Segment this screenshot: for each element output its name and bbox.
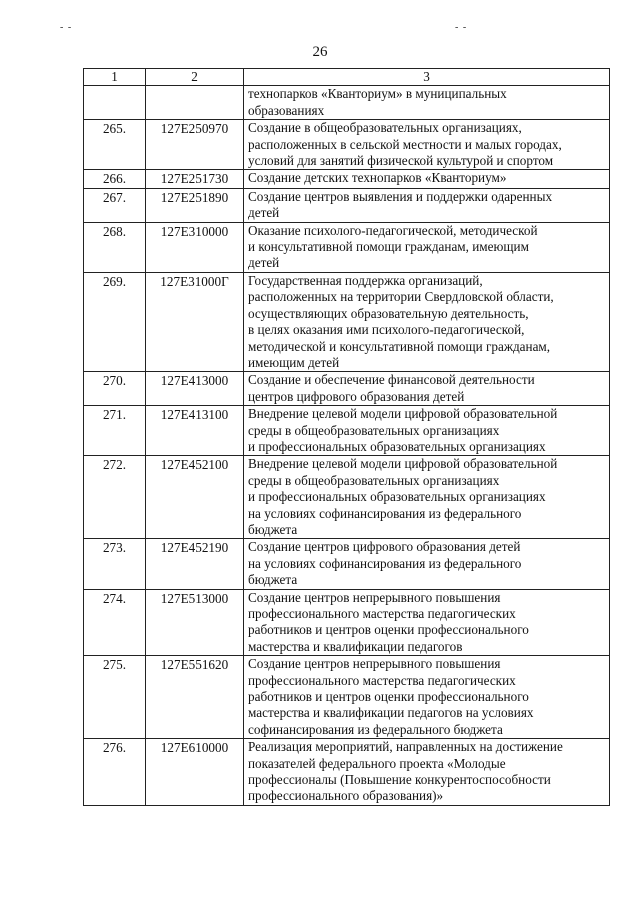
column-number-row <box>84 69 610 86</box>
description-line: имеющим детей <box>248 354 340 370</box>
description-line: осуществляющих образовательную деятельность, <box>248 305 529 321</box>
table-row <box>84 188 610 222</box>
table-row <box>84 222 610 272</box>
description-line: расположенных на территории Свердловской области, <box>248 289 554 305</box>
row-number: 273. <box>84 539 146 589</box>
expense-description <box>244 589 610 656</box>
budget-code: 127E413100 <box>146 406 244 456</box>
expense-description <box>244 372 610 406</box>
budget-code <box>146 86 244 120</box>
row-number: 265. <box>84 120 146 170</box>
description-line: и профессиональных образовательных организациях <box>248 438 546 454</box>
description-line: на условиях софинансирования из федерального <box>248 555 522 571</box>
description-line: Создание и обеспечение финансовой деятельности <box>248 372 535 388</box>
description-line: профессионалы (Повышение конкурентоспособности <box>248 772 551 788</box>
expense-description <box>244 272 610 371</box>
table-body <box>84 86 610 805</box>
description-line: расположенных в сельской местности и малых городах, <box>248 136 562 152</box>
row-number: 271. <box>84 406 146 456</box>
description-line: мастерства и квалификации педагогов <box>248 638 463 654</box>
budget-code: 127E251730 <box>146 170 244 188</box>
expense-description <box>244 188 610 222</box>
expense-description <box>244 86 610 120</box>
description-line: Создание центров цифрового образования детей <box>248 539 521 555</box>
description-line: среды в общеобразовательных организациях <box>248 422 500 438</box>
description-line: образованиях <box>248 102 325 118</box>
expense-description <box>244 406 610 456</box>
description-line: технопарков «Кванториум» в муниципальных <box>248 86 507 102</box>
table-row <box>84 272 610 371</box>
description-line: детей <box>248 255 280 271</box>
description-line: в целях оказания ими психолого-педагогической, <box>248 322 525 338</box>
description-line: Создание центров непрерывного повышения <box>248 589 501 605</box>
budget-code: 127E310000 <box>146 222 244 272</box>
column-header-3: 3 <box>244 69 610 86</box>
description-line: мастерства и квалификации педагогов на условиях <box>248 705 534 721</box>
description-line: профессионального образования)» <box>248 788 444 804</box>
table-row <box>84 86 610 120</box>
description-line: профессионального мастерства педагогических <box>248 672 516 688</box>
expense-description <box>244 656 610 739</box>
scan-mark-left: - - <box>60 22 73 33</box>
description-line: работников и центров оценки профессионального <box>248 689 529 705</box>
description-line: бюджета <box>248 572 298 588</box>
table-row <box>84 120 610 170</box>
budget-code: 127E413000 <box>146 372 244 406</box>
row-number: 270. <box>84 372 146 406</box>
description-line: Государственная поддержка организаций, <box>248 272 483 288</box>
row-number: 266. <box>84 170 146 188</box>
expense-description <box>244 170 610 188</box>
budget-code: 127E610000 <box>146 739 244 806</box>
budget-code: 127E551620 <box>146 656 244 739</box>
row-number: 275. <box>84 656 146 739</box>
description-line: софинансирования из федерального бюджета <box>248 721 503 737</box>
scan-mark-right: - - <box>455 22 468 33</box>
table-row <box>84 406 610 456</box>
description-line: Реализация мероприятий, направленных на достижение <box>248 739 563 755</box>
description-line: методической и консультативной помощи гражданам, <box>248 338 551 354</box>
row-number: 274. <box>84 589 146 656</box>
budget-code: 127E452190 <box>146 539 244 589</box>
description-line: Внедрение целевой модели цифровой образовательной <box>248 406 558 422</box>
expense-description <box>244 120 610 170</box>
description-line: среды в общеобразовательных организациях <box>248 472 500 488</box>
budget-code-table <box>83 68 610 806</box>
expense-description <box>244 456 610 539</box>
description-line: Внедрение целевой модели цифровой образовательной <box>248 456 558 472</box>
budget-code: 127E452100 <box>146 456 244 539</box>
table-row <box>84 589 610 656</box>
row-number: 269. <box>84 272 146 371</box>
table-row <box>84 539 610 589</box>
row-number <box>84 86 146 120</box>
row-number: 268. <box>84 222 146 272</box>
description-line: Создание детских технопарков «Кванториум» <box>248 170 507 186</box>
description-line: работников и центров оценки профессионального <box>248 622 529 638</box>
description-line: показателей федерального проекта «Молодые <box>248 755 506 771</box>
description-line: детей <box>248 205 280 221</box>
column-header-1: 1 <box>84 69 146 86</box>
expense-description <box>244 539 610 589</box>
table-row <box>84 170 610 188</box>
table-row <box>84 456 610 539</box>
description-line: и консультативной помощи гражданам, имеющим <box>248 239 529 255</box>
description-line: центров цифрового образования детей <box>248 388 465 404</box>
column-header-2: 2 <box>146 69 244 86</box>
expense-description <box>244 739 610 806</box>
table-row <box>84 739 610 806</box>
description-line: бюджета <box>248 521 298 537</box>
description-line: Создание центров непрерывного повышения <box>248 656 501 672</box>
description-line: Оказание психолого-педагогической, методической <box>248 222 538 238</box>
page-number: 26 <box>312 44 328 60</box>
expense-description <box>244 222 610 272</box>
budget-code: 127E250970 <box>146 120 244 170</box>
row-number: 267. <box>84 188 146 222</box>
description-line: на условиях софинансирования из федерального <box>248 505 522 521</box>
budget-code: 127E251890 <box>146 188 244 222</box>
row-number: 276. <box>84 739 146 806</box>
table-row <box>84 372 610 406</box>
description-line: условий для занятий физической культурой и спортом <box>248 153 554 169</box>
description-line: Создание центров выявления и поддержки одаренных <box>248 188 553 204</box>
budget-code: 127E513000 <box>146 589 244 656</box>
description-line: Создание в общеобразовательных организациях, <box>248 120 522 136</box>
row-number: 272. <box>84 456 146 539</box>
table-row <box>84 656 610 739</box>
budget-code: 127E31000Г <box>146 272 244 371</box>
description-line: и профессиональных образовательных организациях <box>248 489 546 505</box>
description-line: профессионального мастерства педагогических <box>248 606 516 621</box>
